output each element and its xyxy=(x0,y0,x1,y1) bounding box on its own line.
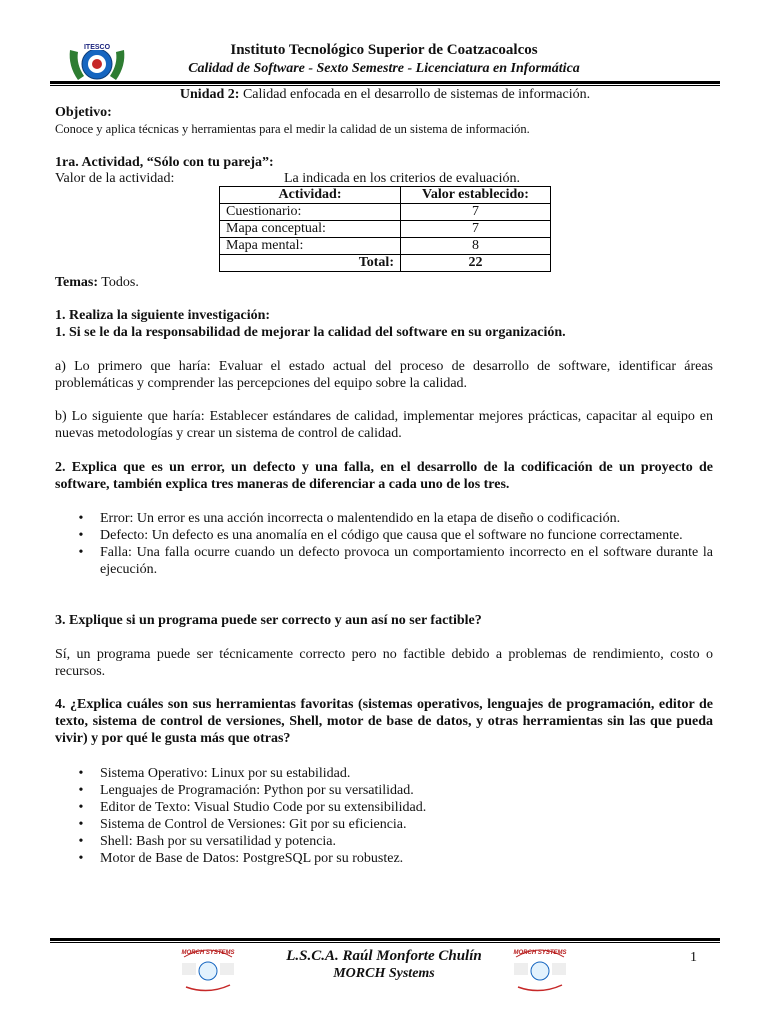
svg-text:ITESCO: ITESCO xyxy=(83,44,111,51)
activity-table xyxy=(219,186,551,272)
q2-bullet-list xyxy=(76,510,713,578)
table-total-label: Total: xyxy=(220,255,401,272)
activity-heading: 1ra. Actividad, “Sólo con tu pareja”: xyxy=(55,155,274,170)
unit-title: Calidad enfocada en el desarrollo de sistemas de información. xyxy=(242,87,591,102)
table-cell-name: Mapa conceptual: xyxy=(220,221,401,238)
activity-value-text: La indicada en los criterios de evaluación. xyxy=(284,171,520,186)
list-item: • Shell: Bash por su versatilidad y potencia. xyxy=(76,833,713,850)
course-title: Calidad de Software - Sexto Semestre - Licenciatura en Informática xyxy=(188,61,580,76)
q3-answer: Sí, un programa puede ser técnicamente correcto pero no factible debido a problemas de rendimiento, costo o recursos. xyxy=(55,647,713,679)
table-total-row xyxy=(220,255,551,272)
table-cell-value: 7 xyxy=(401,221,551,238)
institution-name: Instituto Tecnológico Superior de Coatzacoalcos xyxy=(230,42,538,58)
bullet-icon: • xyxy=(78,817,84,832)
list-item: • Lenguajes de Programación: Python por su versatilidad. xyxy=(76,782,713,799)
unit-line xyxy=(50,87,720,103)
table-header-row xyxy=(220,187,551,204)
footer-author: L.S.C.A. Raúl Monforte Chulín xyxy=(286,948,482,964)
footer-rule-thin xyxy=(50,942,720,943)
bullet-icon: • xyxy=(78,800,84,815)
q3-heading: 3. Explique si un programa puede ser correcto y aun así no ser factible? xyxy=(55,613,482,628)
header-rule-thin xyxy=(50,85,720,86)
q1-answer-b: b) Lo siguiente que haría: Establecer estándares de calidad, implementar mejores prácticas, capacitar al equipo en nuevas metodologías y crear un sistema de control de calidad. xyxy=(55,409,713,441)
table-cell-name: Cuestionario: xyxy=(220,204,401,221)
table-row xyxy=(220,221,551,238)
bullet-icon: • xyxy=(78,511,84,526)
footer-company: MORCH Systems xyxy=(333,966,435,981)
topics-label: Temas: xyxy=(55,275,99,290)
q4-bullet-list xyxy=(76,765,713,867)
bullet-icon: • xyxy=(78,851,84,866)
svg-text:MORCH SYSTEMS: MORCH SYSTEMS xyxy=(513,950,567,956)
q1-answer-a: a) Lo primero que haría: Evaluar el estado actual del proceso de desarrollo de software, identificar áreas problemáticas y comprender las percepciones del equipo sobre la calidad. xyxy=(55,359,713,391)
itesco-logo xyxy=(66,40,128,84)
objective-heading: Objetivo: xyxy=(55,105,112,120)
q1-heading: 1. Realiza la siguiente investigación: xyxy=(55,308,271,323)
bullet-icon: • xyxy=(78,783,84,798)
table-header-value: Valor establecido: xyxy=(401,187,551,204)
q2-heading: 2. Explica que es un error, un defecto y una falla, en el desarrollo de la codificación de un proyecto de software, también explica tres maneras de diferenciar a cada uno de los tres. xyxy=(55,460,713,492)
table-row xyxy=(220,204,551,221)
list-item: • Motor de Base de Datos: PostgreSQL por su robustez. xyxy=(76,850,713,867)
topics-line xyxy=(55,274,713,291)
table-header-activity: Actividad: xyxy=(220,187,401,204)
table-row xyxy=(220,238,551,255)
q4-heading: 4. ¿Explica cuáles son sus herramientas favoritas (sistemas operativos, lenguajes de programación, editor de texto, sistema de control de versiones, Shell, motor de base de datos, y otras herramientas sin las que pueda vivir) y por qué le gusta más que otras? xyxy=(55,697,713,746)
table-cell-value: 7 xyxy=(401,204,551,221)
table-cell-name: Mapa mental: xyxy=(220,238,401,255)
table-total-value: 22 xyxy=(401,255,551,272)
header-rule xyxy=(50,81,720,84)
bullet-icon: • xyxy=(78,766,84,781)
svg-text:MORCH SYSTEMS: MORCH SYSTEMS xyxy=(181,950,235,956)
list-item: • Sistema Operativo: Linux por su estabilidad. xyxy=(76,765,713,782)
table-cell-value: 8 xyxy=(401,238,551,255)
list-item: • Falla: Una falla ocurre cuando un defecto provoca un comportamiento incorrecto en el software durante la ejecución. xyxy=(76,544,713,578)
list-item: • Error: Un error es una acción incorrecta o malentendido en la etapa de diseño o codificación. xyxy=(76,510,713,527)
list-item: • Sistema de Control de Versiones: Git por su eficiencia. xyxy=(76,816,713,833)
page-number: 1 xyxy=(690,950,697,965)
bullet-icon: • xyxy=(78,834,84,849)
q1-subheading: 1. Si se le da la responsabilidad de mejorar la calidad del software en su organización. xyxy=(55,325,566,340)
morch-logo-left xyxy=(178,943,238,995)
bullet-icon: • xyxy=(78,545,84,560)
activity-value-label: Valor de la actividad: xyxy=(55,171,175,186)
objective-text: Conoce y aplica técnicas y herramientas para el medir la calidad de un sistema de información. xyxy=(55,122,530,136)
topics-value: Todos. xyxy=(101,275,139,290)
morch-logo-right xyxy=(510,943,570,995)
footer-rule xyxy=(50,938,720,941)
list-item: • Editor de Texto: Visual Studio Code por su extensibilidad. xyxy=(76,799,713,816)
bullet-icon: • xyxy=(78,528,84,543)
list-item: • Defecto: Un defecto es una anomalía en el código que causa que el software no funcione correctamente. xyxy=(76,527,713,544)
unit-label: Unidad 2: xyxy=(179,87,240,102)
